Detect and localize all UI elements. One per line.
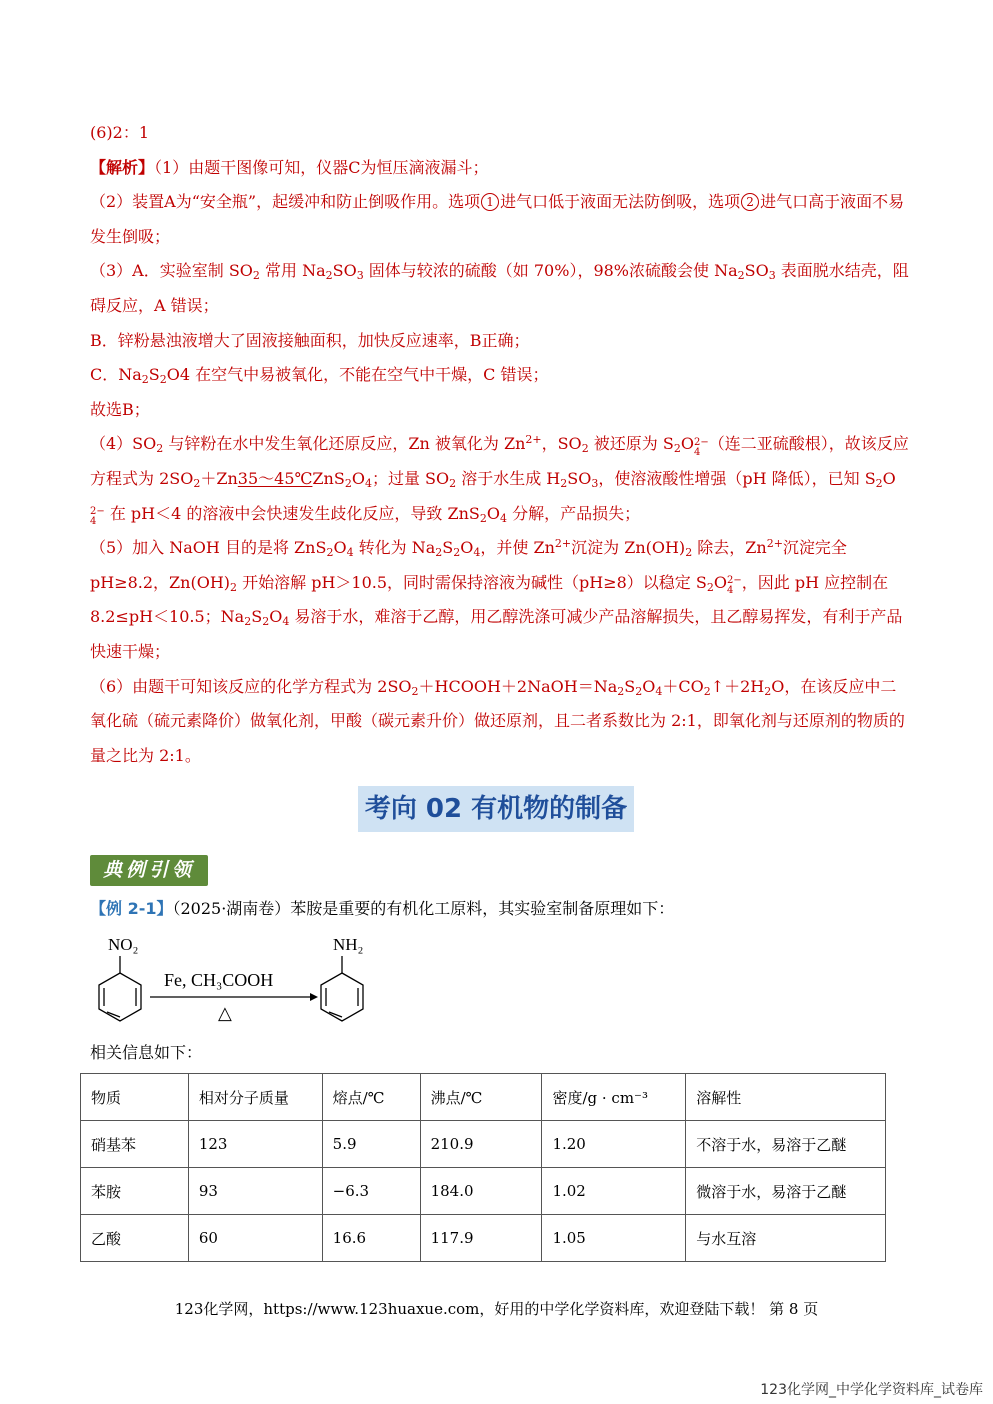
table-cell: 184.0 [420,1168,542,1215]
table-cell: 1.20 [542,1121,686,1168]
watermark: 123化学网_中学化学资料库_试卷库 [760,1382,983,1398]
header-cell: 熔点/℃ [322,1074,420,1121]
answer-line-6: (6)2：1 [90,123,150,142]
reactant-group-label: NO₂ [108,935,139,954]
table-cell: 210.9 [420,1121,542,1168]
page-footer: 123化学网，https://www.123huaxue.com，好用的中学化学资料库，欢迎登陆下载！ 第 8 页 [174,1300,819,1318]
table-cell: 与水互溶 [686,1215,886,1262]
table-header-row [81,1074,886,1121]
info-label: 相关信息如下： [90,1043,203,1062]
table-cell: 5.9 [322,1121,420,1168]
table-cell: 微溶于水，易溶于乙醚 [686,1168,886,1215]
example-text: （2025·湖南卷）苯胺是重要的有机化工原料，其实验室制备原理如下： [172,899,675,918]
aniline-structure [321,956,363,1021]
section-title: 考向 02 有机物的制备 [358,786,634,832]
circled-1: 1 [481,193,499,211]
table-row [81,1121,886,1168]
example-header [90,897,674,921]
example-tag: 【例 2-1】 [90,899,173,918]
analysis-p2: （2）装置A为“安全瓶”，起缓冲和防止倒吸作用。选项 1 进气口低于液面无法防倒吸，选项 2 进气口高于液面不易发生倒吸； [90,192,905,246]
table-cell: 硝基苯 [81,1121,189,1168]
answer-block [90,116,910,773]
table-cell: 1.02 [542,1168,686,1215]
analysis-p3: （3）A．实验室制 $SO_2$ 常用 $Na_2SO_3$ 固体与较浓的硫酸（如 70%），98%浓硫酸会使 $Na_2SO_3$ 表面脱水结壳，阻碍反应，A 错误； [90,261,909,315]
header-cell: 密度/g · cm⁻³ [542,1074,686,1121]
example-badge: 典例引领 [90,855,208,886]
analysis-p1: 【解析】（1）由题干图像可知，仪器C为恒压滴液漏斗； [90,157,489,177]
header-cell: 溶解性 [686,1074,886,1121]
arrow-head [310,993,318,1001]
table-cell: 117.9 [420,1215,542,1262]
reaction-scheme [86,928,386,1028]
analysis-tag: 【解析】 [90,157,155,177]
analysis-p5: C．$Na_2S_2O4$ 在空气中易被氧化，不能在空气中干燥，C 错误； [90,365,549,387]
properties-table [80,1073,886,1262]
table-row [81,1168,886,1215]
header-cell: 物质 [81,1074,189,1121]
analysis-p8: （5）加入 NaOH 目的是将 $ZnS_2O_4$ 转化为 $Na_2S_2O_4$，并使 $Zn^{2+}$沉淀为 $Zn(OH)_2$ 除去，$Zn^{2+}$沉淀完全 pH≥8.2，$Zn(OH)_2$ 开始溶解 pH＞10.5，同时需保持溶液为碱性（pH≥8）以稳定 $S_2O2-$ 4 ，因此 pH 应控制在 8.2≤pH＜10.5；$Na_2S_2O_4$ 易溶于水，难溶于乙醇，用乙醇洗涤可减少产品溶解损失，且乙醇易挥发，有利于产品快速干燥； [90,537,903,661]
nitrobenzene-structure [99,956,141,1021]
table-cell: 1.05 [542,1215,686,1262]
table-cell: 苯胺 [81,1168,189,1215]
circled-2: 2 [741,193,759,211]
table-cell: 乙酸 [81,1215,189,1262]
table-cell: 不溶于水，易溶于乙醚 [686,1121,886,1168]
product-group-label: NH₂ [333,935,364,954]
table-cell: 93 [188,1168,322,1215]
analysis-p4: B．锌粉悬浊液增大了固液接触面积，加快反应速率，B正确； [90,330,530,350]
table-row [81,1215,886,1262]
heat-condition: △ [218,1003,232,1024]
table-cell: 16.6 [322,1215,420,1262]
table-cell: 123 [188,1121,322,1168]
reagents-label: Fe, CH₃COOH [164,970,274,990]
header-cell: 相对分子质量 [188,1074,322,1121]
analysis-p7: $(4)SO_2$ 与锌粉在水中发生氧化还原反应，Zn 被氧化为 $Zn^{2+}$，$SO_2$ 被还原为 $S_2O2-$ 4 （连二亚硫酸根），故该反应方程式为 $2SO_2+Zn35\sim 45℃ZnS_2O_4$；过量 $SO_2$ 溶于水生成 $H_2SO_3$，使溶液酸性增强（pH 降低），已知 $S_2O2-$ 4 在 pH＜4 的溶液中会快速发生歧化反应，导致 $ZnS_2O_4$ 分解，产品损失； [90,433,909,528]
analysis-p9: （6）由题干可知该反应的化学方程式为 $2SO_2+HCOOH+2NaOH=Na_2S_2O_4+CO_2↑+2H_2O$，在该反应中二氧化硫（硫元素降价）做氧化剂，甲酸（碳元素升价）做还原剂，且二者系数比为 2:1，即氧化剂与还原剂的物质的量之比为 2:1。 [90,676,905,765]
table-cell: 60 [188,1215,322,1262]
header-cell: 沸点/℃ [420,1074,542,1121]
analysis-p6: 故选B； [90,399,150,419]
table-cell: −6.3 [322,1168,420,1215]
